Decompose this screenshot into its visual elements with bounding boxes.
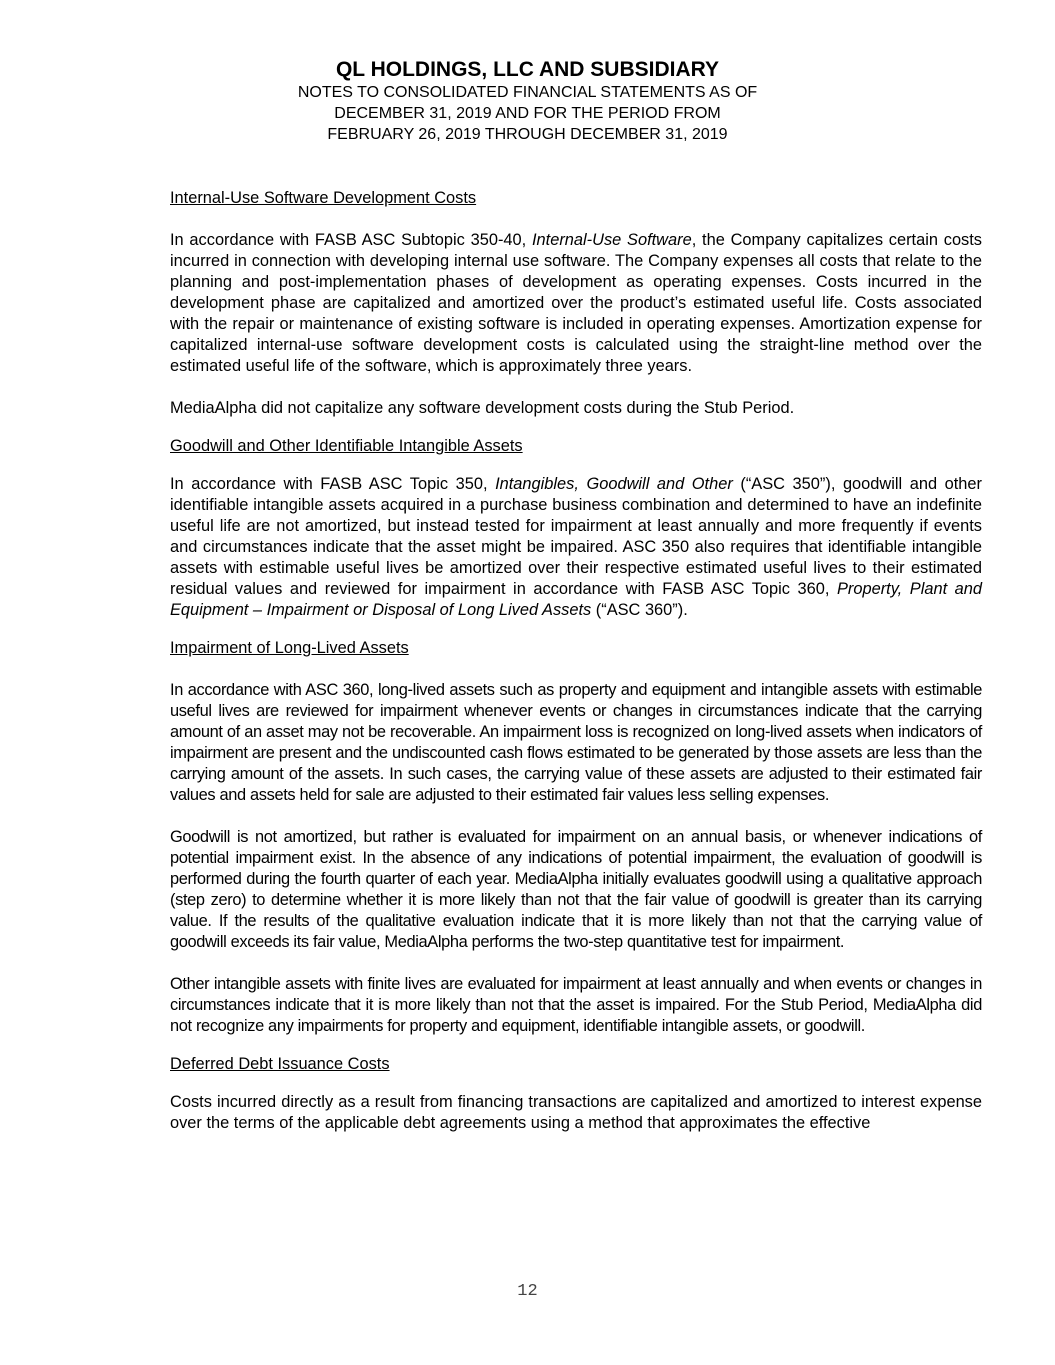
section-heading-debt: Deferred Debt Issuance Costs (170, 1055, 390, 1073)
software-p1-text-a: In accordance with FASB ASC Subtopic 350-40, (170, 231, 532, 249)
header-line-3: FEBRUARY 26, 2019 THROUGH DECEMBER 31, 2019 (327, 126, 728, 143)
goodwill-p1-text-a: In accordance with FASB ASC Topic 350, (170, 475, 496, 493)
page-number: 12 (517, 1282, 538, 1301)
goodwill-p1-text-c: (“ASC 360”). (591, 601, 688, 619)
notes-body (170, 188, 982, 1134)
impairment-paragraph-3: Other intangible assets with finite lives are evaluated for impairment at least annually and when events or changes in circumstances indicate that it is more likely than not that the asset is impaired. For the Stub Period, MediaAlpha did not recognize any impairments for property and equipment, identifiable intangible assets, or goodwill. (170, 975, 982, 1035)
goodwill-p1-italic-2: Property, Plant and Equipment – Impairment or Disposal of Long Lived Assets (170, 580, 982, 619)
section-heading-software: Internal-Use Software Development Costs (170, 189, 477, 207)
software-p1-text-b: , the Company capitalizes certain costs incurred in connection with developing internal use software. The Company expenses all costs that relate to the planning and post-implementation phases of development as operating expenses. Costs incurred in the development phase are capitalized and amortized over the product’s estimated useful life. Costs associated with the repair or maintenance of existing software is included in operating expenses. Amortization expense for capitalized internal-use software development costs is calculated using the straight-line method over the estimated useful life of the software, which is approximately three years. (170, 231, 982, 375)
goodwill-paragraph-1 (170, 474, 982, 621)
page-header (0, 57, 1055, 145)
company-name: QL HOLDINGS, LLC AND SUBSIDIARY (335, 58, 720, 81)
goodwill-p1-text-b: (“ASC 350”), goodwill and other identifiable intangible assets acquired in a purchase business combination and determined to have an indefinite useful life are not amortized, but instead tested for impairment at least annually and more frequently if events and circumstances indicate that the asset might be impaired. ASC 350 also requires that identifiable intangible assets with estimable useful lives be amortized over their respective estimated useful lives to their estimated residual values and reviewed for impairment in accordance with FASB ASC Topic 360, (170, 475, 982, 598)
section-heading-goodwill: Goodwill and Other Identifiable Intangible Assets (170, 437, 523, 455)
section-heading-impairment: Impairment of Long-Lived Assets (170, 639, 409, 657)
software-paragraph-2: MediaAlpha did not capitalize any software development costs during the Stub Period. (170, 399, 795, 417)
software-paragraph-1 (170, 230, 982, 377)
software-p1-italic: Internal-Use Software (531, 231, 692, 249)
header-line-1: NOTES TO CONSOLIDATED FINANCIAL STATEMENTS AS OF (297, 84, 758, 101)
goodwill-p1-italic-1: Intangibles, Goodwill and Other (495, 475, 733, 493)
header-line-2: DECEMBER 31, 2019 AND FOR THE PERIOD FROM (334, 105, 721, 122)
debt-paragraph-1: Costs incurred directly as a result from financing transactions are capitalized and amortized to interest expense over the terms of the applicable debt agreements using a method that approximates the effective (170, 1093, 982, 1132)
impairment-paragraph-2: Goodwill is not amortized, but rather is evaluated for impairment on an annual basis, or whenever indications of potential impairment exist. In the absence of any indications of potential impairment, the evaluation of goodwill is performed during the fourth quarter of each year. MediaAlpha initially evaluates goodwill using a qualitative approach (step zero) to determine whether it is more likely than not that the fair value of goodwill is greater than its carrying value. If the results of the qualitative evaluation indicate that it is more likely than not that the carrying value of goodwill exceeds its fair value, MediaAlpha performs the two-step quantitative test for impairment. (170, 828, 982, 951)
impairment-paragraph-1: In accordance with ASC 360, long-lived assets such as property and equipment and intangible assets with estimable useful lives are reviewed for impairment whenever events or changes in circumstances indicate that the carrying amount of an asset may not be recoverable. An impairment loss is recognized on long-lived assets when indicators of impairment are present and the undiscounted cash flows estimated to be generated by those assets are less than the carrying amount of the assets. In such cases, the carrying value of these assets are adjusted to their estimated fair values and assets held for sale are adjusted to their estimated fair values less selling expenses. (170, 681, 982, 804)
